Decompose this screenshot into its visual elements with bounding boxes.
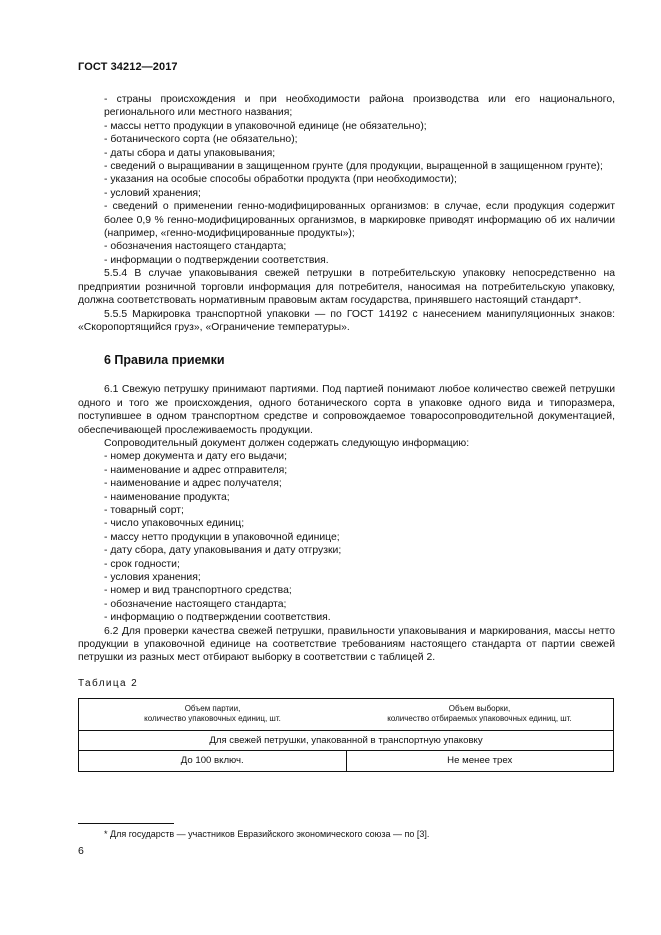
list-item: - страны происхождения и при необходимости района производства или его национального, регионального или местного названия; (104, 94, 615, 119)
list-item: - наименование продукта; (104, 491, 230, 503)
list-item: - сведений о применении генно-модифицированных организмов: в случае, если продукция содержит более 0,9 % генно-модифицированных организмов, в маркировке приводят информацию об их наличии (например, «генно-модифицированные продукты»); (104, 201, 615, 240)
footnote: * Для государств — участников Евразийского экономического союза — по [3]. (104, 829, 430, 839)
column-header-line: Объем партии, (184, 704, 241, 714)
clause-5-5-4: 5.5.4 В случае упаковывания свежей петрушки в потребительскую упаковку непосредственно на предприятии розничной торговли информация для потребителя, наносимая на потребительскую упаковку, должна соответствовать нормативным правовым актам государства, принявшего настоящий стандарт*. (78, 268, 615, 307)
list-item: - товарный сорт; (104, 504, 184, 516)
list-item: - ботанического сорта (не обязательно); (104, 134, 298, 146)
list-item: - массы нетто продукции в упаковочной единице (не обязательно); (104, 120, 427, 132)
accompanying-document-intro: Сопроводительный документ должен содержать следующую информацию: (104, 437, 470, 449)
clause-6-1: 6.1 Свежую петрушку принимают партиями. Под партией понимают любое количество свежей петрушки одного и того же происхождения, одного ботанического сорта в упаковке одного вида и типоразмера, поступившее в одном транспортном средстве и сопровождаемое товаросопроводительной документацией, обеспечивающей прослеживаемость продукции. (78, 384, 615, 436)
table-header-row (79, 698, 614, 730)
table-row (79, 750, 614, 771)
list-item: - число упаковочных единиц; (104, 518, 245, 530)
list-item: - срок годности; (104, 558, 180, 570)
sampling-table (78, 698, 614, 772)
list-item: - наименование и адрес получателя; (104, 478, 282, 490)
column-header-lot-size (79, 698, 347, 730)
list-item: - условия хранения; (104, 572, 201, 583)
column-header-line: Объем выборки, (448, 704, 511, 714)
list-item: - обозначение настоящего стандарта; (104, 598, 287, 610)
section-title: 6 Правила приемки (104, 353, 225, 368)
clause-6-2: 6.2 Для проверки качества свежей петрушки, правильности упаковывания и маркирования, массы нетто продукции в упаковочной единице на соответствие требованиям настоящего стандарта от партии свежей петрушки из разных мест отбирают выборку в соответствии с таблицей 2. (78, 625, 615, 664)
list-item: - указания на особые способы обработки продукта (при необходимости); (104, 174, 457, 186)
list-item: - наименование и адрес отправителя; (104, 464, 288, 476)
table-cell: Для свежей петрушки, упакованной в транспортную упаковку (79, 730, 614, 750)
footnote-separator (78, 823, 174, 824)
table-cell: Не менее трех (346, 750, 614, 771)
list-item: - массу нетто продукции в упаковочной единице; (104, 531, 340, 543)
list-item: - номер и вид транспортного средства; (104, 585, 292, 597)
list-item: - информацию о подтверждении соответствия. (104, 612, 331, 624)
list-item: - сведений о выращивании в защищенном грунте (для продукции, выращенной в защищенном грунте); (104, 161, 603, 173)
list-item: - номер документа и дату его выдачи; (104, 451, 287, 463)
list-item: - информации о подтверждении соответствия. (104, 254, 329, 266)
clause-5-5-5: 5.5.5 Маркировка транспортной упаковки — по ГОСТ 14192 с нанесением манипуляционных знаков: «Скоропортящийся груз», «Ограничение температуры». (78, 308, 615, 333)
column-header-line: количество отбираемых упаковочных единиц, шт. (387, 714, 572, 724)
table-cell: До 100 включ. (79, 750, 347, 771)
table-span-row (79, 730, 614, 750)
list-item: - условий хранения; (104, 187, 201, 199)
page-number: 6 (78, 845, 84, 857)
table-title: Таблица 2 (78, 677, 139, 689)
page-content (78, 93, 615, 772)
column-header-sample-size (346, 698, 614, 730)
column-header-line: количество упаковочных единиц, шт. (144, 714, 281, 724)
list-item: - дату сбора, дату упаковывания и дату отгрузки; (104, 545, 342, 557)
list-item: - обозначения настоящего стандарта; (104, 241, 287, 253)
document-header: ГОСТ 34212—2017 (78, 61, 178, 73)
list-item: - даты сбора и даты упаковывания; (104, 147, 276, 159)
